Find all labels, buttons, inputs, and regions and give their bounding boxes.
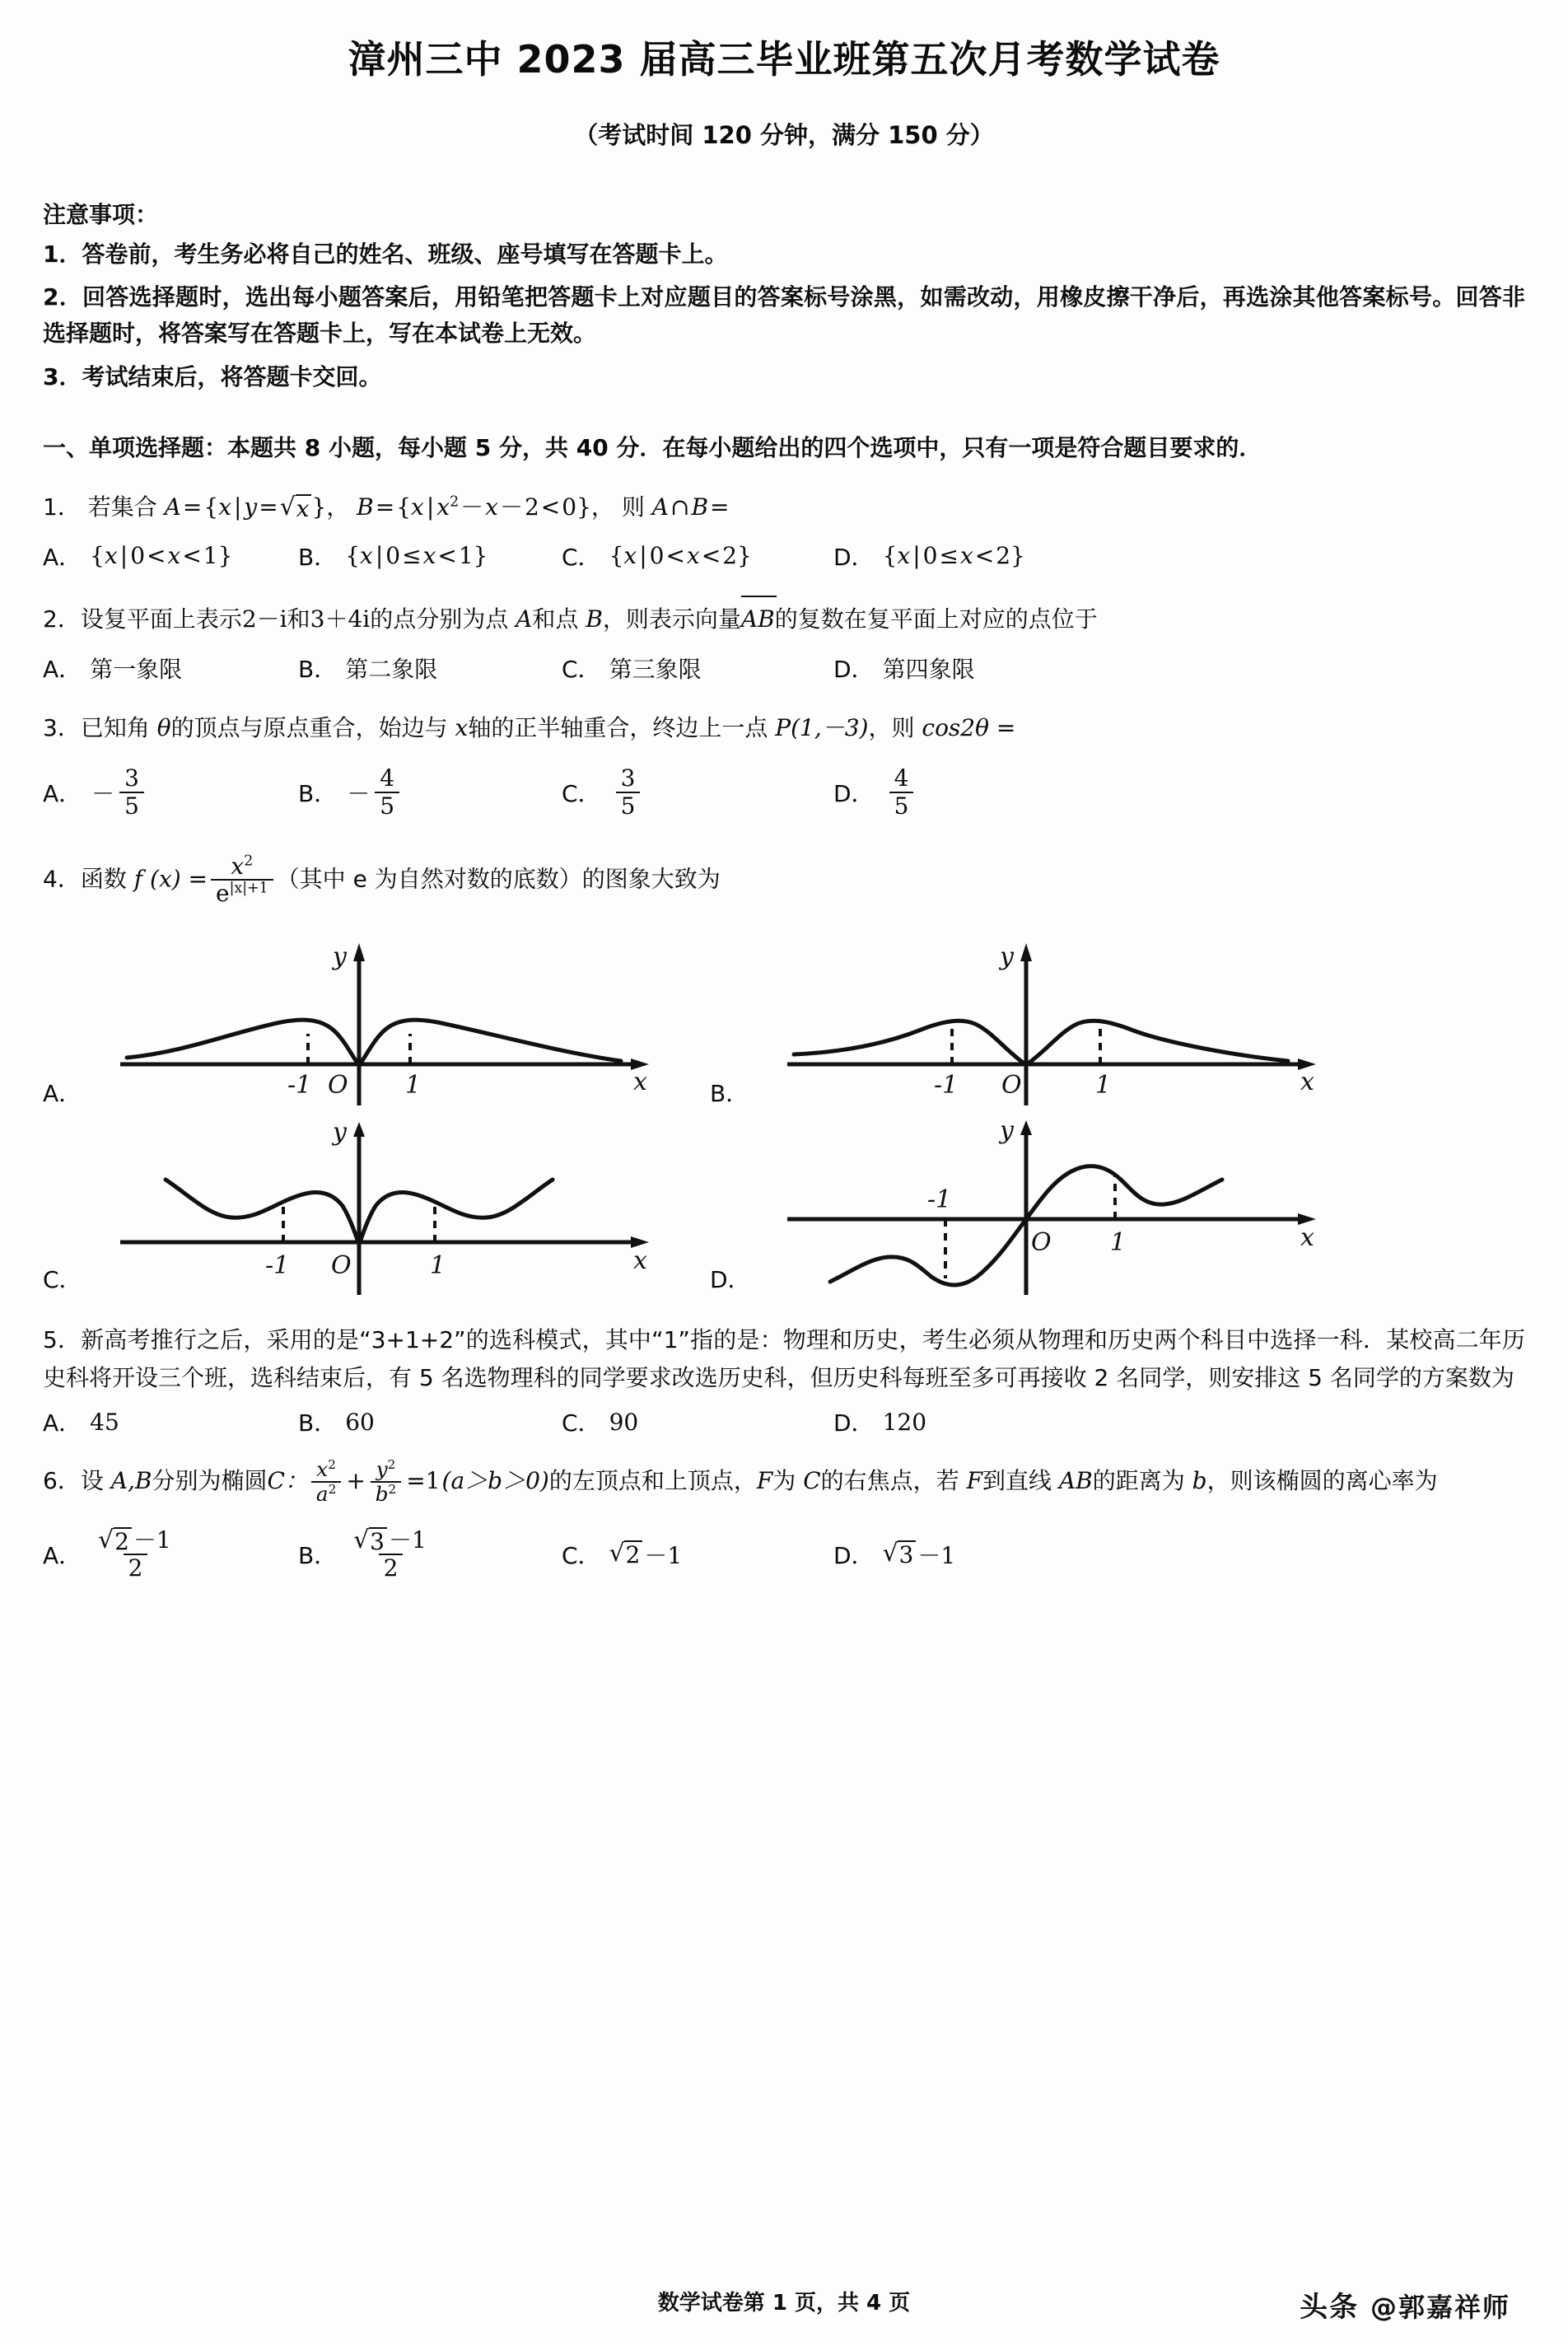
question-4-function-name: f (x) = [133,865,208,893]
question-2-option-b[interactable]: B． 第二象限 [298,656,438,684]
question-6-term-x: $\frac{x^2}{a^2}$ [311,1458,341,1506]
question-5-number: 5． [43,1325,82,1353]
graph-c-axis-x: x [633,1245,647,1275]
question-3-option-a[interactable]: A． － $\frac{3}{5}$ [43,765,298,819]
question-1-number: 1． [43,493,81,521]
question-4-number: 4． [43,865,81,893]
question-3-option-d[interactable]: D． $\frac{4}{5}$ [833,765,917,819]
question-2-option-a[interactable]: A． 第一象限 [43,656,183,684]
question-4-graph-b[interactable]: B． -1 O 1 x y [710,937,1331,1114]
graph-d-tick-right: 1 [1110,1227,1127,1257]
notice-item: 1．答卷前，考生务必将自己的姓名、班级、座号填写在答题卡上。 [43,241,728,268]
graph-a-tick-left: -1 [287,1070,312,1100]
graph-b-tick-right: 1 [1095,1070,1112,1100]
question-3: 3．已知角 θ的顶点与原点重合，始边与 x轴的正半轴重合，终边上一点 P(1,－3)，则 cos2θ = [43,714,1016,742]
page-title: 漳州三中 2023 届高三毕业班第五次月考数学试卷 [348,37,1220,82]
question-3-expression: cos2θ = [922,714,1016,742]
question-4-graph-c[interactable]: C． -1 O 1 x y [43,1120,710,1303]
question-4-graph-row-top [43,937,1525,1114]
question-1-lead: 若集合 [87,493,157,521]
graph-d-origin: O [1031,1227,1052,1257]
question-1: 1． 若集合 A={x | y= √ x }， B={x | $x^2-x-2<0$}， 则 A∩B= [43,491,730,522]
question-6-option-a[interactable]: A． √ 2 －1 2 [43,1524,171,1582]
question-1-result: = [710,493,730,521]
question-4-graph-d[interactable]: D． -1 O 1 x y [710,1120,1331,1303]
graph-d-axis-y: y [1000,1119,1014,1145]
question-5-option-a[interactable]: A． 45 [43,1408,119,1437]
question-2-options [43,652,1525,685]
question-5-option-c[interactable]: C． 90 [562,1408,639,1437]
question-6-option-b[interactable]: B． √ 3 －1 2 [298,1524,427,1582]
question-6-number: 6． [43,1466,81,1494]
question-3-option-c[interactable]: C． $\frac{3}{5}$ [562,765,833,819]
question-6-option-d[interactable]: D． √ 3 －1 [833,1538,956,1569]
question-4: 4．函数 f (x) = $\frac{x^2}{e^{|x|+1}}$ （其中 e 为自然对数的底数）的图象大致为 [43,853,721,908]
question-6-term-y: $\frac{y^2}{b^2}$ [371,1458,401,1506]
question-1-set-a-name: A [164,493,181,521]
question-2-number: 2． [43,605,81,633]
question-1-then: 则 [621,493,645,521]
question-6-option-c[interactable]: C． √ 2 －1 [562,1538,683,1569]
graph-d-tick-left: -1 [927,1185,952,1214]
graph-a-axis-y: y [333,942,347,971]
question-2-option-d[interactable]: D． 第四象限 [833,656,975,684]
watermark-handle: @郭嘉祥师 [1370,2292,1510,2323]
question-4-graph-a[interactable]: A． -1 O 1 x y [43,937,710,1114]
page-footer: 数学试卷第 1 页，共 4 页 [657,2291,911,2316]
watermark-brand: 头条 [1300,2291,1360,2324]
question-4-graph-row-bottom [43,1120,1525,1303]
graph-a-tick-right: 1 [405,1070,422,1100]
question-2: 2．设复平面上表示2－i和3＋4i的点分别为点 A和点 B，则表示向量AB的复数在复平面上对应的点位于 [43,601,1525,638]
notice-item: 2．回答选择题时，选出每小题答案后，用铅笔把答题卡上对应题目的答案标号涂黑，如需改动，用橡皮擦干净后，再选涂其他答案标号。回答非选择题时，将答案写在答题卡上，写在本试卷上无效。 [43,283,1525,348]
question-1-option-a[interactable]: A． { x | 0 < x < 1 } [43,542,233,571]
question-2-option-c[interactable]: C． 第三象限 [562,656,702,684]
question-1-set-a-inner: y [244,493,258,521]
watermark [1300,2284,1510,2325]
graph-b-axis-x: x [1300,1067,1314,1096]
graph-c-axis-y: y [333,1119,347,1147]
question-3-point: P(1,－3) [775,714,869,742]
question-6: 6．设 A,B分别为椭圆C： $\frac{x^2}{a^2}$ + $\frac{y^2}{b^2}$ =1(a＞b＞0)的左顶点和上顶点，F为 C的右焦点，若 F到直线 AB的距离为 b，则该椭圆的离心率为 [43,1457,1438,1507]
graph-d-axis-x: x [1300,1222,1314,1252]
graph-c-tick-right: 1 [430,1250,446,1280]
question-1-set-b-name: B [357,493,374,521]
graph-a-origin: O [328,1070,348,1100]
exam-subtitle: （考试时间 120 分钟，满分 150 分） [574,121,994,149]
graph-c-tick-left: -1 [265,1250,290,1280]
question-5 [43,1321,1525,1397]
graph-c-origin: O [331,1250,352,1280]
question-3-number: 3． [43,714,81,742]
question-3-option-b[interactable]: B． － $\frac{4}{5}$ [298,765,562,819]
question-5-text: 新高考推行之后，采用的是“3+1+2”的选科模式，其中“1”指的是：物理和历史，考生必须从物理和历史两个科目中选择一科．某校高二年历史科将开设三个班，选科结束后，有 5 名选物理科的同学要求改选历史科，但历史科每班至多可再接收 2 名同学，则安排这 5 名同学的方案数为 [43,1325,1525,1391]
question-1-option-b[interactable]: B． { x | 0 ≤ x < 1 } [298,542,488,571]
question-5-option-d[interactable]: D． 120 [833,1408,927,1437]
question-2-vector-ab: AB [741,601,775,638]
graph-b-tick-left: -1 [934,1070,959,1100]
question-5-option-b[interactable]: B． 60 [298,1408,375,1437]
graph-b-axis-y: y [1000,942,1014,971]
question-5-options [43,1405,1525,1438]
question-6-options [43,1524,1525,1582]
notice-item: 3．考试结束后，将答题卡交回。 [43,362,382,390]
question-4-formula: $\frac{x^2}{e^{|x|+1}}$ [211,853,273,907]
notice-heading: 注意事项： [43,201,159,228]
graph-b-origin: O [1001,1070,1022,1100]
question-1-options [43,540,1525,572]
graph-a-axis-x: x [633,1067,647,1096]
question-1-option-c[interactable]: C． { x | 0 < x < 2 } [562,542,752,571]
section-heading-multiple-choice: 一、单项选择题：本题共 8 小题，每小题 5 分，共 40 分．在每小题给出的四个选项中，只有一项是符合题目要求的． [43,433,1262,461]
question-1-radicand: x [296,494,312,521]
question-3-options [43,765,1525,819]
question-1-option-d[interactable]: D． { x | 0 ≤ x < 2 } [833,542,1025,571]
